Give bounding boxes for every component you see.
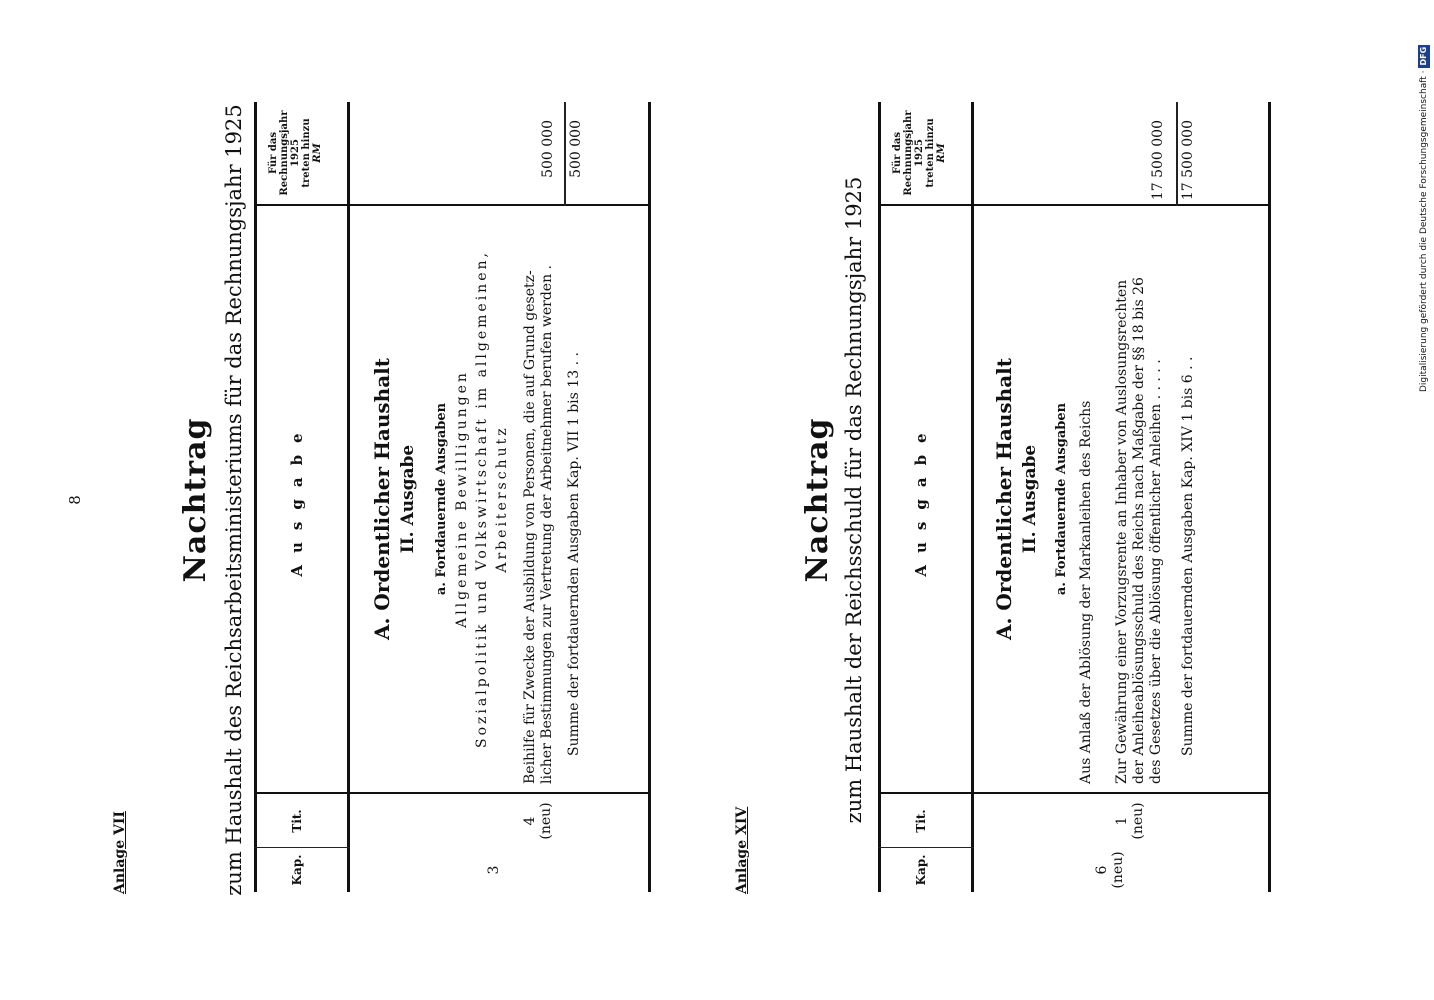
section-subtitle: zum Haushalt des Reichsarbeitsministeriums für das Rechnungsjahr 1925 bbox=[222, 104, 246, 896]
budget-table bbox=[878, 102, 1278, 892]
group-line: Aus Anlaß der Ablösung der Markanleihen des Reichs bbox=[1078, 400, 1094, 784]
item-amount: 500 000 bbox=[540, 120, 556, 178]
anlage-label: Anlage VII bbox=[112, 811, 128, 894]
anlage-label: Anlage XIV bbox=[734, 806, 750, 894]
group-line: Sozialpolitik und Volkswirtschaft im allgemeinen, bbox=[474, 250, 490, 748]
ausgabe-header: Ausgabe bbox=[912, 421, 930, 577]
item-line: der Anleiheablösungsschuld des Reichs nach Maßgabe der §§ 18 bis 26 bbox=[1131, 277, 1147, 784]
kap-header: Kap. bbox=[914, 854, 928, 886]
sum-text: Summe der fortdauernden Ausgaben Kap. XIV 1 bis 6 . . bbox=[1180, 356, 1196, 756]
ausgabe-header: Ausgabe bbox=[288, 421, 306, 577]
kap-note: (neu) bbox=[1110, 851, 1126, 889]
heading-ii: II. Ausgabe bbox=[398, 444, 418, 554]
page-number: 8 bbox=[66, 495, 84, 505]
budget-table bbox=[254, 102, 654, 892]
kap-value: 6 bbox=[1094, 865, 1110, 875]
amount-header: Für das Rechnungsjahr 1925 treten hinzu RM bbox=[892, 110, 947, 196]
item-line: licher Bestimmungen zur Vertretung der Arbeitnehmer berufen werden . bbox=[539, 265, 555, 784]
tit-header: Tit. bbox=[290, 809, 304, 833]
tit-value: 4 bbox=[522, 816, 538, 826]
sum-text: Summe der fortdauernden Ausgaben Kap. VII 1 bis 13 . . bbox=[566, 352, 582, 756]
section-title: Nachtrag bbox=[800, 417, 835, 583]
heading-fortdauernde: a. Fortdauernde Ausgaben bbox=[434, 402, 449, 596]
sum-amount: 500 000 bbox=[568, 120, 584, 178]
tit-note: (neu) bbox=[538, 802, 554, 840]
heading-fortdauernde: a. Fortdauernde Ausgaben bbox=[1054, 402, 1069, 596]
kap-header: Kap. bbox=[290, 854, 304, 886]
heading-ii: II. Ausgabe bbox=[1020, 444, 1040, 554]
section-title: Nachtrag bbox=[178, 417, 213, 583]
tit-header: Tit. bbox=[914, 809, 928, 833]
sum-amount: 17 500 000 bbox=[1180, 120, 1196, 201]
item-amount: 17 500 000 bbox=[1150, 120, 1166, 201]
item-line: Zur Gewährung einer Vorzugsrente an Inhaber von Auslosungsrechten bbox=[1114, 279, 1130, 784]
heading-a: A. Ordentlicher Haushalt bbox=[370, 357, 394, 641]
dfg-logo: DFG bbox=[1419, 46, 1428, 66]
section-subtitle: zum Haushalt der Reichsschuld für das Rechnungsjahr 1925 bbox=[842, 176, 866, 824]
item-line: Beihilfe für Zwecke der Ausbildung von Personen, die auf Grund gesetz- bbox=[522, 270, 538, 784]
item-line: des Gesetzes über die Ablösung öffentlicher Anleihen . . . . . bbox=[1148, 359, 1164, 784]
tit-value: 1 bbox=[1114, 816, 1130, 826]
tit-note: (neu) bbox=[1130, 802, 1146, 840]
group-line: Arbeiterschutz bbox=[494, 425, 510, 573]
heading-a: A. Ordentlicher Haushalt bbox=[992, 357, 1016, 641]
digitization-note-text: Digitalisierung gefördert durch die Deutsche Forschungsgemeinschaft · bbox=[1419, 70, 1429, 392]
amount-header: Für das Rechnungsjahr 1925 treten hinzu RM bbox=[268, 110, 323, 196]
kap-value: 3 bbox=[486, 865, 502, 875]
group-line: Allgemeine Bewilligungen bbox=[454, 370, 470, 628]
